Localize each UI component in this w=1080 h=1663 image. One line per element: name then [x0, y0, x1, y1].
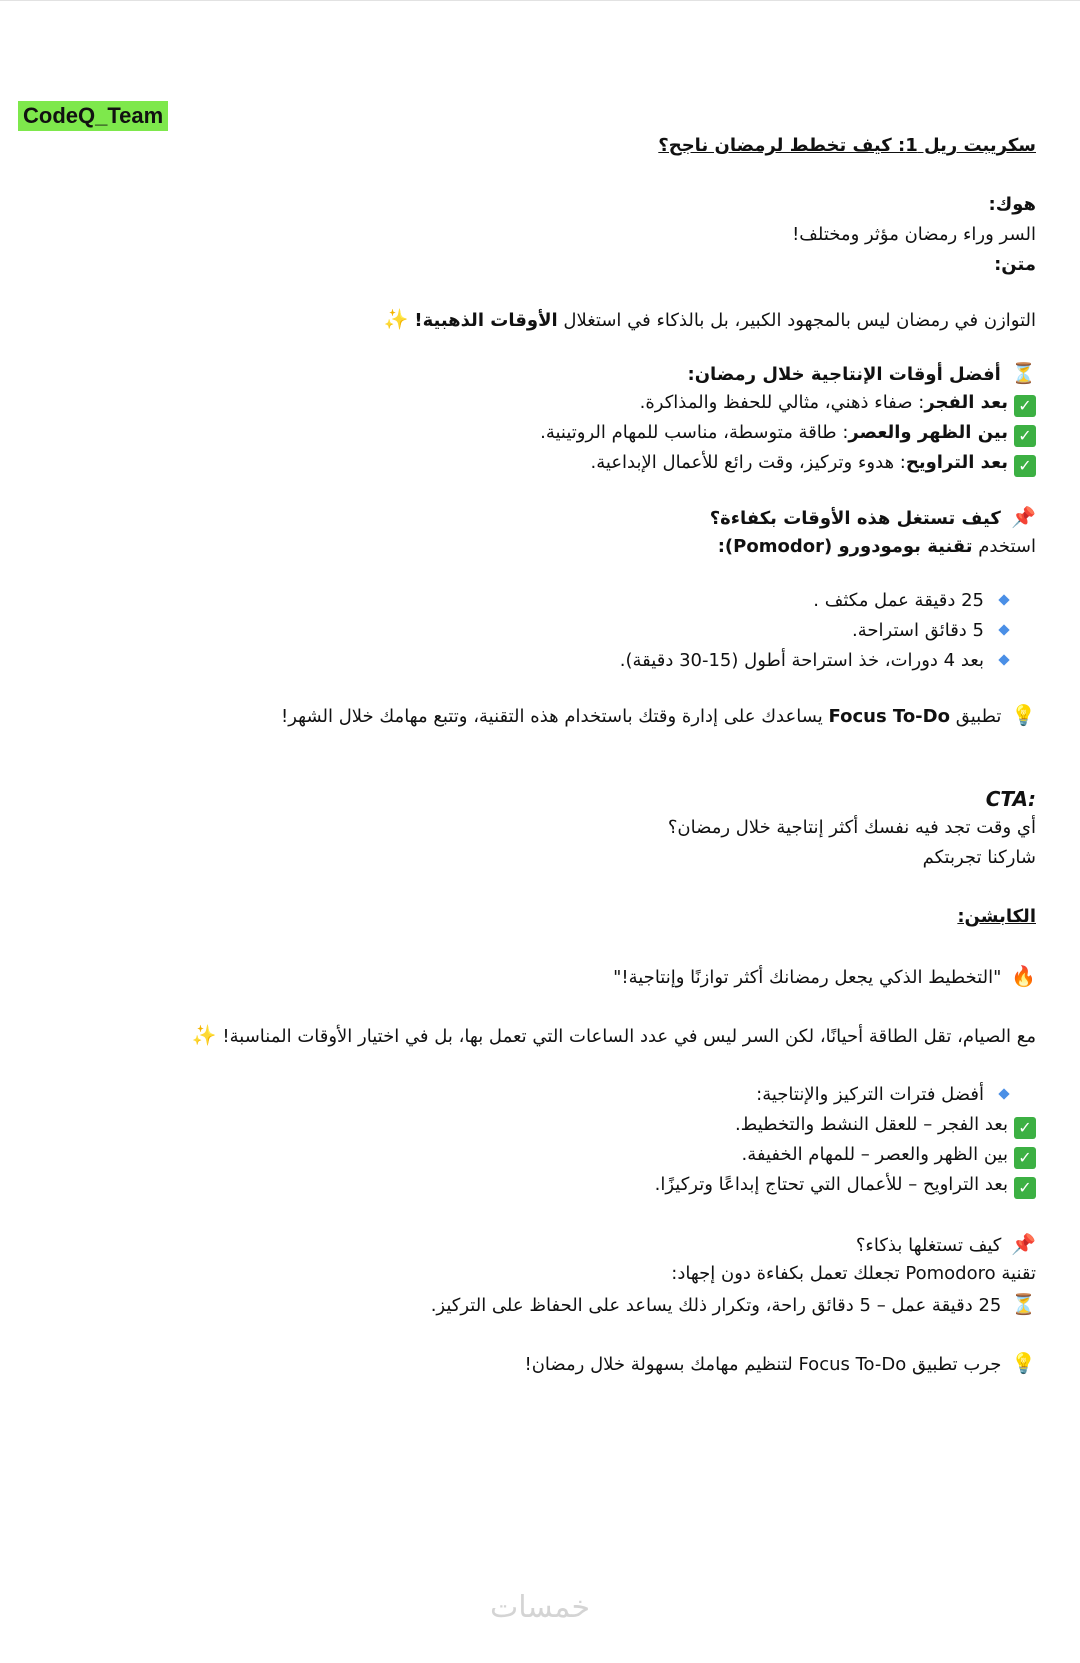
item-bold: بعد الفجر	[924, 392, 1008, 413]
pushpin-icon: 📌	[1011, 505, 1036, 529]
bullet-item	[756, 1081, 1008, 1109]
fire-icon: 🔥	[1011, 964, 1036, 988]
check-icon: ✓	[1014, 1177, 1036, 1199]
app-tip-line	[281, 701, 1036, 731]
blue-diamond-icon	[998, 654, 1009, 665]
lightbulb-icon: 💡	[1011, 1351, 1036, 1375]
periods-heading: أفضل فترات التركيز والإنتاجية:	[756, 1084, 984, 1105]
fasting-line	[188, 1021, 1036, 1051]
bullet-item	[620, 647, 1008, 675]
list-item	[741, 1141, 1036, 1169]
app-tip-post: يساعدك على إدارة وقتك باستخدام هذه التقنية، وتتبع مهامك خلال الشهر!	[281, 706, 823, 727]
fasting-text: مع الصيام، تقل الطاقة أحيانًا، لكن السر ليس في عدد الساعات التي تعمل بها، بل في اختيار الأوقات المناسبة!	[222, 1026, 1036, 1047]
check-icon: ✓	[1014, 455, 1036, 477]
app-tip-pre: تطبيق	[955, 706, 1002, 727]
hourglass-icon: ⏳	[1011, 361, 1036, 385]
pomodoro-caption-line: تقنية Pomodoro تجعلك تعمل بكفاءة دون إجهاد:	[671, 1263, 1036, 1284]
bullet-text: 25 دقيقة عمل مكثف .	[813, 590, 984, 611]
hook-text: السر وراء رمضان مؤثر ومختلف!	[792, 224, 1036, 245]
check-icon: ✓	[1014, 425, 1036, 447]
timer-line	[431, 1290, 1036, 1320]
intro-line	[380, 305, 1036, 335]
item-text: : صفاء ذهني، مثالي للحفظ والمذاكرة.	[639, 392, 925, 413]
how-use-heading-text: كيف تستغل هذه الأوقات بكفاءة؟	[709, 508, 1001, 529]
use-bold-text: تقنية بومودورو (Pomodor):	[717, 536, 973, 557]
list-item	[540, 419, 1036, 447]
period-text: بين الظهر والعصر – للمهام الخفيفة.	[741, 1144, 1008, 1165]
item-bold: بين الظهر والعصر	[848, 422, 1008, 443]
check-icon: ✓	[1014, 1117, 1036, 1139]
period-text: بعد الفجر – للعقل النشط والتخطيط.	[734, 1114, 1008, 1135]
blue-diamond-icon	[998, 1088, 1009, 1099]
blue-diamond-icon	[998, 594, 1009, 605]
cta-line-2: شاركنا تجربتكم	[922, 847, 1036, 868]
try-text: جرب تطبيق Focus To-Do لتنظيم مهامك بسهولة خلال رمضان!	[524, 1354, 1002, 1375]
use-text: استخدم	[978, 536, 1036, 557]
pomodoro-line	[718, 533, 1036, 561]
intro-text: التوازن في رمضان ليس بالمجهود الكبير، بل بالذكاء في استغلال	[563, 310, 1036, 331]
smart-heading-text: كيف تستغلها بذكاء؟	[855, 1235, 1002, 1256]
watermark-logo: خمسات	[489, 1590, 591, 1625]
lightbulb-icon: 💡	[1011, 703, 1036, 727]
pushpin-icon: 📌	[1011, 1232, 1036, 1256]
timer-text: 25 دقيقة عمل – 5 دقائق راحة، وتكرار ذلك يساعد على الحفاظ على التركيز.	[430, 1295, 1002, 1316]
caption-quote-text: "التخطيط الذكي يجعل رمضانك أكثر توازنًا وإنتاجية!"	[613, 967, 1002, 988]
hourglass-icon: ⏳	[1011, 1292, 1036, 1316]
list-item	[655, 1171, 1036, 1199]
check-icon: ✓	[1014, 1147, 1036, 1169]
intro-bold-text: الأوقات الذهبية!	[414, 310, 558, 331]
try-line	[524, 1349, 1036, 1379]
caption-quote	[613, 962, 1036, 992]
best-times-heading-text: أفضل أوقات الإنتاجية خلال رمضان:	[687, 364, 1001, 385]
list-item	[735, 1111, 1036, 1139]
cta-label: :CTA	[985, 787, 1036, 811]
cta-line-1: أي وقت تجد فيه نفسك أكثر إنتاجية خلال رمضان؟	[667, 817, 1036, 838]
check-icon: ✓	[1014, 395, 1036, 417]
blue-diamond-icon	[998, 624, 1009, 635]
sparkles-icon: ✨	[383, 307, 409, 331]
sparkles-icon: ✨	[191, 1023, 217, 1047]
item-text: : طاقة متوسطة، مناسب للمهام الروتينية.	[540, 422, 849, 443]
caption-label: الكابشن:	[957, 906, 1036, 927]
how-use-heading	[710, 503, 1036, 533]
period-text: بعد التراويح – للأعمال التي تحتاج إبداعًا وتركيزًا.	[654, 1174, 1008, 1195]
bullet-item	[852, 617, 1008, 645]
item-bold: بعد التراويح	[905, 452, 1008, 473]
list-item	[591, 449, 1036, 477]
body-label: متن:	[994, 254, 1036, 275]
hook-label: هوك:	[988, 194, 1036, 215]
script-title: سكريبت ريل 1: كيف تخطط لرمضان ناجح؟	[658, 135, 1036, 156]
bullet-text: 5 دقائق استراحة.	[852, 620, 984, 641]
bullet-item	[813, 587, 1008, 615]
smart-heading	[856, 1230, 1036, 1260]
app-name: Focus To-Do	[828, 706, 950, 727]
list-item	[640, 389, 1036, 417]
bullet-text: بعد 4 دورات، خذ استراحة أطول (15-30 دقيقة).	[619, 650, 984, 671]
brand-label: CodeQ_Team	[18, 101, 168, 131]
best-times-heading	[688, 359, 1037, 389]
item-text: : هدوء وتركيز، وقت رائع للأعمال الإبداعية.	[590, 452, 906, 473]
